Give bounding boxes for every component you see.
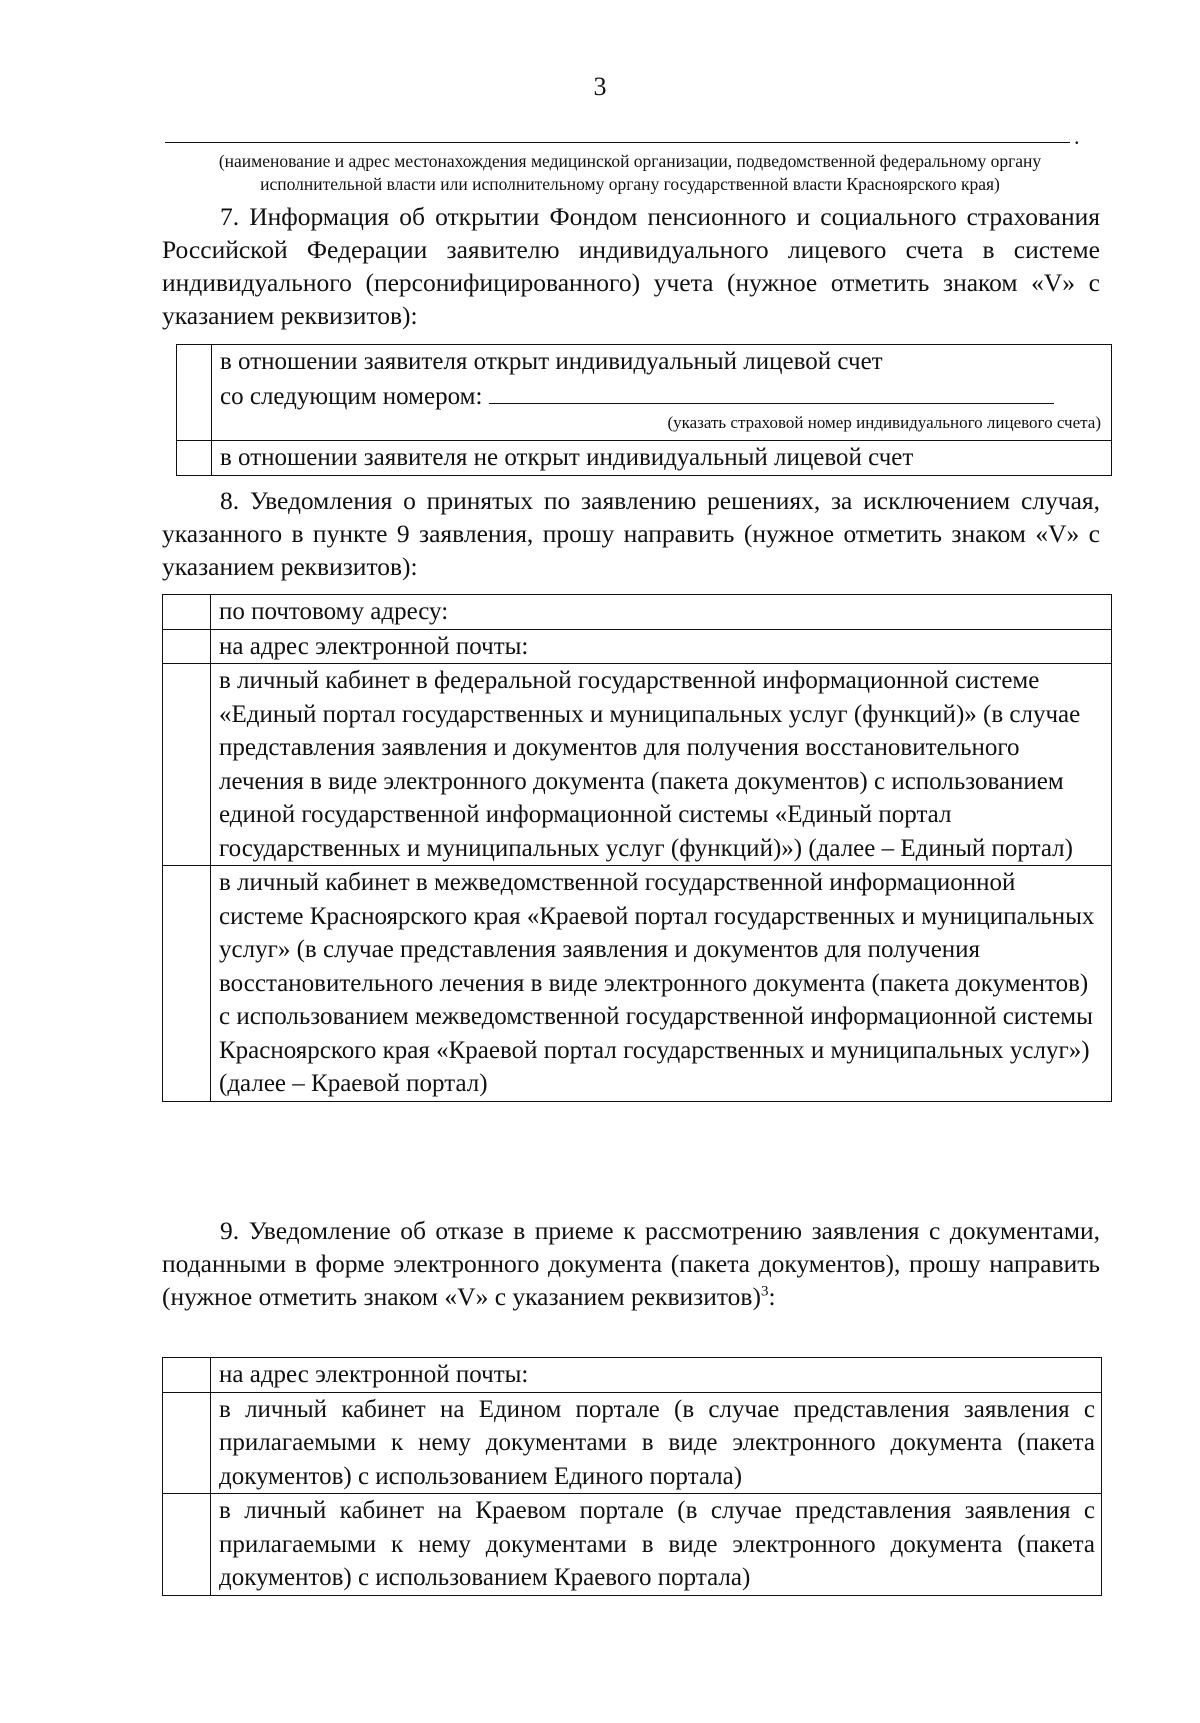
section-8-row-post (163, 595, 1112, 630)
section-7-row-not-opened (177, 441, 1112, 476)
section-9-paragraph (162, 1214, 1100, 1313)
section-9-options-table (162, 1357, 1102, 1596)
option-text-cell: в отношении заявителя не открыт индивидуальный лицевой счет (212, 441, 1112, 476)
option-text-cell: в личный кабинет на Краевом портале (в случае представления заявления с прилагаемыми к нему документами в виде электронного документа (пакета документов) с использованием Краевого портала) (211, 1494, 1102, 1596)
option-text-cell: на адрес электронной почты: (211, 1358, 1102, 1393)
checkbox-cell[interactable] (177, 345, 212, 441)
section-7-options-table (176, 344, 1112, 476)
option-text-cell: в личный кабинет в межведомственной государственной информационной системе Красноярского края «Краевой портал государственных и муниципальных услуг» (в случае представления заявления и документов для получения восстановительного лечения в виде электронного документа (пакета документов) с использованием межведомственной государственной информационной системы Красноярского края «Краевой портал государственных и муниципальных услуг») (далее – Краевой портал) (211, 866, 1112, 1102)
section-9-row-email (163, 1358, 1102, 1393)
organization-fill-line (165, 142, 1070, 143)
section-9-text: 9. Уведомление об отказе в приеме к рассмотрению заявления с документами, поданными в форме электронного документа (пакета документов), прошу направить (нужное отметить знаком «V» с указанием реквизитов) (162, 1216, 1100, 1311)
section-7-text: 7. Информация об открытии Фондом пенсионного и социального страхования Российской Федерации заявителю индивидуального лицевого счета в системе индивидуального (персонифицированного) учета (нужное отметить знаком «V» с указанием реквизитов): (162, 202, 1100, 330)
section-8-row-unified-portal (163, 664, 1112, 866)
footnote-mark: 3 (760, 1283, 769, 1300)
section-9-row-unified-portal (163, 1392, 1102, 1494)
fill-line-period: . (1074, 124, 1080, 149)
option-line-2: со следующим номером: (220, 382, 483, 410)
page-number: 3 (593, 72, 607, 101)
option-line-1: в отношении заявителя открыт индивидуальный лицевой счет (220, 348, 883, 375)
section-9-suffix: : (768, 1282, 776, 1311)
section-9-row-regional-portal (163, 1494, 1102, 1596)
organization-caption: (наименование и адрес местонахождения медицинской организации, подведомственной федеральному органу исполнительной власти или исполнительному органу государственной власти Красноярского края) (218, 151, 1042, 194)
section-7-row-opened (177, 345, 1112, 441)
section-8-row-email (163, 629, 1112, 664)
checkbox-cell[interactable] (163, 1494, 211, 1596)
checkbox-cell[interactable] (177, 441, 212, 476)
checkbox-cell[interactable] (163, 629, 211, 664)
option-text-cell: по почтовому адресу: (211, 595, 1112, 630)
snils-caption: (указать страховой номер индивидуального лицевого счета) (667, 413, 1101, 432)
checkbox-cell[interactable] (163, 664, 211, 866)
snils-input-line[interactable] (489, 379, 1054, 404)
checkbox-cell[interactable] (163, 595, 211, 630)
section-7-paragraph (162, 200, 1100, 332)
section-8-text: 8. Уведомления о принятых по заявлению решениях, за исключением случая, указанного в пункте 9 заявления, прошу направить (нужное отметить знаком «V» с указанием реквизитов): (162, 486, 1100, 581)
option-text-cell: на адрес электронной почты: (211, 629, 1112, 664)
checkbox-cell[interactable] (163, 1392, 211, 1494)
section-8-row-regional-portal (163, 866, 1112, 1102)
option-text-cell: в личный кабинет в федеральной государственной информационной системе «Единый портал государственных и муниципальных услуг (функций)» (в случае представления заявления и документов для получения восстановительного лечения в виде электронного документа (пакета документов) с использованием единой государственной информационной системы «Единый портал государственных и муниципальных услуг (функций)») (далее – Единый портал) (211, 664, 1112, 866)
section-8-options-table (162, 594, 1112, 1102)
section-8-paragraph (162, 484, 1100, 583)
checkbox-cell[interactable] (163, 1358, 211, 1393)
option-text-cell (212, 345, 1112, 441)
option-text-cell: в личный кабинет на Едином портале (в случае представления заявления с прилагаемыми к нему документами в виде электронного документа (пакета документов) с использованием Единого портала) (211, 1392, 1102, 1494)
checkbox-cell[interactable] (163, 866, 211, 1102)
